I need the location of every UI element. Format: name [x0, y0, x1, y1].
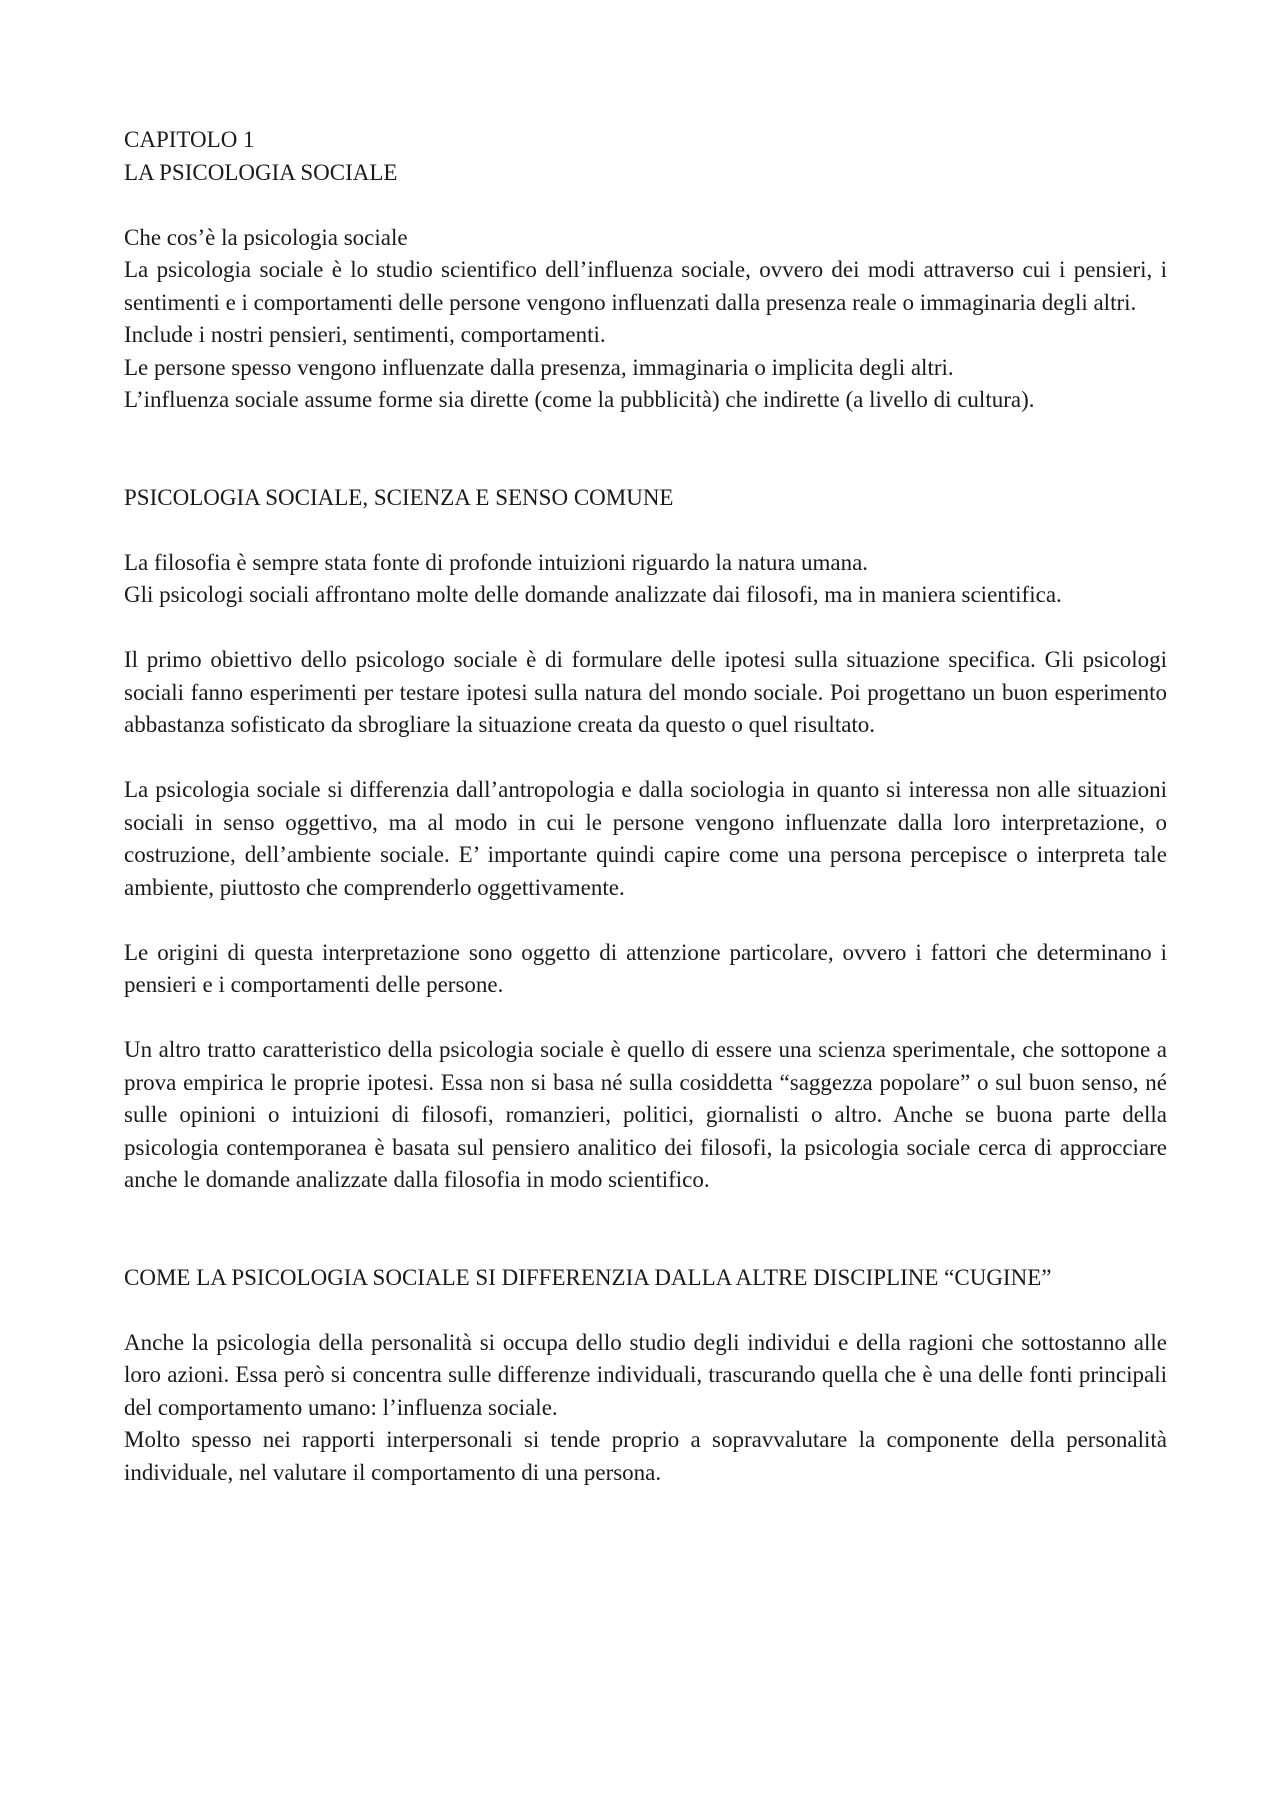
document-page: [124, 124, 1167, 1489]
section-2-paragraph-2: Molto spesso nei rapporti interpersonali si tende proprio a sopravvalutare la componente della personalità individuale, nel valutare il comportamento di una persona.: [124, 1427, 1167, 1485]
spacer: [124, 417, 1167, 482]
spacer: [124, 1002, 1167, 1035]
intro-line-3: Le persone spesso vengono influenzate dalla presenza, immaginaria o implicita degli altri.: [124, 354, 954, 380]
section-1-paragraph-3: La psicologia sociale si differenzia dall’antropologia e dalla sociologia in quanto si interessa non alle situazioni sociali in senso oggettivo, ma al modo in cui le persone vengono influenzate dalla loro interpretazione, o costruzione, dell’ambiente sociale. E’ importante quindi capire come una persona percepisce o interpreta tale ambiente, piuttosto che comprenderlo oggettivamente.: [124, 777, 1167, 900]
intro-subtitle: Che cos’è la psicologia sociale: [124, 224, 408, 250]
spacer: [124, 904, 1167, 937]
chapter-number: CAPITOLO 1: [124, 127, 255, 152]
intro-definition: La psicologia sociale è lo studio scientifico dell’influenza sociale, ovvero dei modi attraverso cui i pensieri, i sentimenti e i comportamenti delle persone vengono influenzati dalla presenza reale o immaginaria degli altri.: [124, 257, 1167, 315]
section-1-paragraph-4: Le origini di questa interpretazione sono oggetto di attenzione particolare, ovvero i fattori che determinano i pensieri e i comportamenti delle persone.: [124, 939, 1167, 997]
section-1-heading: PSICOLOGIA SOCIALE, SCIENZA E SENSO COMUNE: [124, 484, 674, 510]
intro-line-2: Include i nostri pensieri, sentimenti, comportamenti.: [124, 322, 606, 347]
spacer: [124, 1197, 1167, 1262]
section-1-paragraph-5: Un altro tratto caratteristico della psicologia sociale è quello di essere una scienza sperimentale, che sottopone a prova empirica le proprie ipotesi. Essa non si basa né sulla cosiddetta “saggezza popolare” o sul buon senso, né sulle opinioni o intuizioni di filosofi, romanzieri, politici, giornalisti o altro. Anche se buona parte della psicologia contemporanea è basata sul pensiero analitico dei filosofi, la psicologia sociale cerca di approcciare anche le domande analizzate dalla filosofia in modo scientifico.: [124, 1037, 1167, 1192]
spacer: [124, 189, 1167, 222]
chapter-title: LA PSICOLOGIA SOCIALE: [124, 159, 398, 185]
spacer: [124, 1294, 1167, 1327]
intro-line-4: L’influenza sociale assume forme sia dirette (come la pubblicità) che indirette (a livello di cultura).: [124, 387, 1035, 412]
section-1-paragraph-1-line-1: La filosofia è sempre stata fonte di profonde intuizioni riguardo la natura umana.: [124, 549, 869, 575]
spacer: [124, 742, 1167, 775]
section-1-paragraph-2: Il primo obiettivo dello psicologo sociale è di formulare delle ipotesi sulla situazione specifica. Gli psicologi sociali fanno esperimenti per testare ipotesi sulla natura del mondo sociale. Poi progettano un buon esperimento abbastanza sofisticato da sbrogliare la situazione creata da questo o quel risultato.: [124, 647, 1167, 737]
section-2-heading: COME LA PSICOLOGIA SOCIALE SI DIFFERENZIA DALLA ALTRE DISCIPLINE “CUGINE”: [124, 1264, 1052, 1290]
spacer: [124, 514, 1167, 547]
section-2-paragraph-1: Anche la psicologia della personalità si occupa dello studio degli individui e della ragioni che sottostanno alle loro azioni. Essa però si concentra sulle differenze individuali, trascurando quella che è una delle fonti principali del comportamento umano: l’influenza sociale.: [124, 1329, 1167, 1420]
section-1-paragraph-1-line-2: Gli psicologi sociali affrontano molte delle domande analizzate dai filosofi, ma in maniera scientifica.: [124, 582, 1062, 607]
spacer: [124, 612, 1167, 645]
